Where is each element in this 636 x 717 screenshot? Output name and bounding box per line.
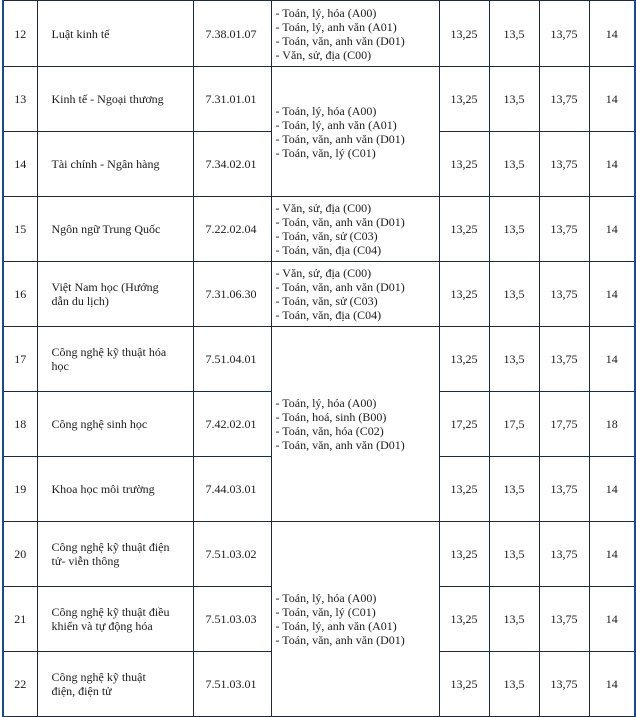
row-number: 18 (3, 392, 37, 457)
score-4: 18 (589, 392, 635, 457)
row-number: 19 (3, 457, 37, 522)
subject-combinations (271, 327, 439, 522)
major-name (37, 522, 193, 587)
subject-combination: - Toán, lý, hóa (A00) (275, 5, 377, 20)
score-2: 13,5 (489, 327, 539, 392)
major-name-line: Công nghệ kỹ thuật điều (51, 605, 170, 619)
subject-combination: - Toán, lý, hóa (A00) (275, 103, 377, 118)
subject-combination: - Toán, văn, anh văn (D01) (275, 280, 405, 294)
score-4: 14 (589, 67, 635, 132)
score-4: 14 (589, 1, 635, 67)
major-name (37, 132, 193, 197)
major-name (37, 457, 193, 522)
major-name (37, 1, 193, 67)
major-code: 7.44.03.01 (193, 457, 271, 522)
major-name-line: Luật kinh tế (51, 26, 110, 41)
score-1: 17,25 (439, 392, 489, 457)
score-2: 13,5 (489, 132, 539, 197)
subject-combination: - Toán, văn, lý (C01) (275, 605, 376, 619)
score-4: 14 (589, 457, 635, 522)
subject-combination: - Toán, văn, sử (C03) (275, 294, 378, 308)
score-3: 13,75 (539, 132, 589, 197)
score-1: 13,25 (439, 522, 489, 587)
major-name-line: Công nghệ sinh học (51, 417, 148, 431)
row-number: 21 (3, 587, 37, 652)
major-code: 7.31.01.01 (193, 67, 271, 132)
score-4: 14 (589, 652, 635, 717)
table-row (3, 1, 635, 67)
subject-combination: - Văn, sử, địa (C00) (275, 201, 372, 215)
row-number: 14 (3, 132, 37, 197)
score-1: 13,25 (439, 587, 489, 652)
score-3: 13,75 (539, 652, 589, 717)
score-3: 13,75 (539, 327, 589, 392)
subject-combination: - Toán, văn, anh văn (D01) (275, 633, 405, 647)
score-1: 13,25 (439, 1, 489, 67)
subject-combination: - Toán, văn, sử (C03) (275, 229, 378, 243)
score-3: 17,75 (539, 392, 589, 457)
row-number: 13 (3, 67, 37, 132)
major-name-line: điện, điện tử (51, 684, 112, 698)
major-code: 7.51.04.01 (193, 327, 271, 392)
major-name (37, 262, 193, 327)
score-4: 14 (589, 522, 635, 587)
table-row (3, 67, 635, 132)
major-name-line: khiển và tự động hóa (51, 619, 153, 633)
subject-combination: - Toán, văn, anh văn (D01) (275, 131, 405, 146)
major-name (37, 392, 193, 457)
score-1: 13,25 (439, 197, 489, 262)
subject-combination: - Văn, sử, địa (C00) (275, 47, 372, 62)
subject-combination: - Toán, văn, anh văn (D01) (275, 215, 405, 229)
subject-combination: - Toán, lý, anh văn (A01) (275, 117, 397, 132)
score-1: 13,25 (439, 132, 489, 197)
score-4: 14 (589, 197, 635, 262)
score-3: 13,75 (539, 1, 589, 67)
major-code: 7.34.02.01 (193, 132, 271, 197)
subject-combination: - Toán, lý, anh văn (A01) (275, 19, 397, 34)
subject-combination: - Toán, văn, anh văn (D01) (275, 33, 405, 48)
score-1: 13,25 (439, 457, 489, 522)
subject-combination: - Toán, hoá, sinh (B00) (275, 410, 387, 424)
row-number: 16 (3, 262, 37, 327)
score-4: 14 (589, 327, 635, 392)
table-row (3, 262, 635, 327)
major-code: 7.31.06.30 (193, 262, 271, 327)
admission-score-table (2, 0, 636, 717)
major-name (37, 197, 193, 262)
score-3: 13,75 (539, 522, 589, 587)
table-row (3, 197, 635, 262)
score-1: 13,25 (439, 67, 489, 132)
score-2: 13,5 (489, 262, 539, 327)
score-3: 13,75 (539, 262, 589, 327)
major-code: 7.51.03.01 (193, 652, 271, 717)
score-1: 13,25 (439, 262, 489, 327)
score-1: 13,25 (439, 327, 489, 392)
row-number: 12 (3, 1, 37, 67)
subject-combination: - Toán, lý, hóa (A00) (275, 591, 377, 605)
major-name-line: Công nghệ kỹ thuật điện (51, 540, 170, 554)
row-number: 22 (3, 652, 37, 717)
subject-combination: - Toán, văn, hóa (C02) (275, 424, 384, 438)
major-name-line: Công nghệ kỹ thuật (51, 670, 146, 684)
score-2: 13,5 (489, 652, 539, 717)
score-4: 14 (589, 587, 635, 652)
score-2: 13,5 (489, 457, 539, 522)
major-code: 7.51.03.02 (193, 522, 271, 587)
major-name-line: Ngôn ngữ Trung Quốc (51, 222, 161, 236)
subject-combination: - Toán, văn, địa (C04) (275, 308, 382, 322)
row-number: 20 (3, 522, 37, 587)
subject-combinations (271, 67, 439, 197)
score-1: 13,25 (439, 652, 489, 717)
major-name-line: Tài chính - Ngân hàng (51, 157, 160, 171)
subject-combination: - Toán, văn, anh văn (D01) (275, 438, 405, 452)
score-2: 13,5 (489, 67, 539, 132)
score-3: 13,75 (539, 587, 589, 652)
major-name-line: học (51, 359, 69, 373)
major-code: 7.38.01.07 (193, 1, 271, 67)
major-code: 7.42.02.01 (193, 392, 271, 457)
major-name-line: Kinh tế - Ngoại thương (51, 92, 164, 106)
major-name-line: Khoa học môi trường (51, 482, 155, 496)
subject-combination: - Toán, lý, hóa (A00) (275, 396, 377, 410)
subject-combination: - Văn, sử, địa (C00) (275, 266, 372, 280)
score-2: 13,5 (489, 587, 539, 652)
major-code: 7.22.02.04 (193, 197, 271, 262)
table-body (3, 1, 635, 717)
table-row (3, 327, 635, 392)
score-2: 13,5 (489, 197, 539, 262)
score-2: 13,5 (489, 1, 539, 67)
row-number: 15 (3, 197, 37, 262)
major-name (37, 67, 193, 132)
subject-combinations (271, 197, 439, 262)
score-2: 13,5 (489, 522, 539, 587)
score-3: 13,75 (539, 197, 589, 262)
major-name-line: tử- viễn thông (51, 554, 120, 568)
major-name (37, 652, 193, 717)
major-name (37, 587, 193, 652)
row-number: 17 (3, 327, 37, 392)
subject-combinations (271, 262, 439, 327)
subject-combination: - Toán, văn, địa (C04) (275, 243, 382, 257)
score-4: 14 (589, 262, 635, 327)
subject-combination: - Toán, lý, anh văn (A01) (275, 619, 397, 633)
subject-combination: - Toán, văn, lý (C01) (275, 145, 376, 160)
score-3: 13,75 (539, 67, 589, 132)
subject-combinations (271, 522, 439, 717)
table-row (3, 522, 635, 587)
score-2: 17,5 (489, 392, 539, 457)
major-name-line: Công nghệ kỹ thuật hóa (51, 345, 167, 359)
major-name (37, 327, 193, 392)
major-name-line: dẫn du lịch) (51, 294, 109, 308)
subject-combinations (271, 1, 439, 67)
major-name-line: Việt Nam học (Hướng (51, 280, 159, 294)
score-4: 14 (589, 132, 635, 197)
score-3: 13,75 (539, 457, 589, 522)
major-code: 7.51.03.03 (193, 587, 271, 652)
